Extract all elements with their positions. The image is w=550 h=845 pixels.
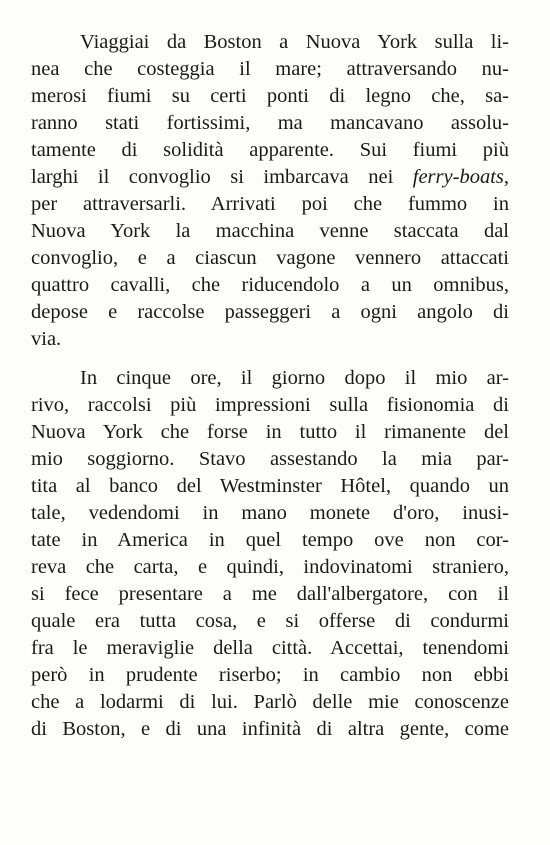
text-line: Nuova York la macchina venne staccata dal <box>31 220 509 242</box>
text-line: Viaggiai da Boston a Nuova York sulla li- <box>80 31 509 53</box>
text-line: rivo, raccolsi più impressioni sulla fisionomia di <box>31 394 509 416</box>
text-line: tale, vedendomi in mano monete d'oro, inusi- <box>31 502 509 524</box>
text-line: quattro cavalli, che riducendolo a un omnibus, <box>31 274 509 296</box>
text-line: però in prudente riserbo; in cambio non ebbi <box>31 664 509 686</box>
text-line: merosi fiumi su certi ponti di legno che, sa- <box>31 85 509 107</box>
text-line: tamente di solidità apparente. Sui fiumi più <box>31 139 509 161</box>
text-line: si fece presentare a me dall'albergatore, con il <box>31 583 509 605</box>
paragraph-1 <box>31 29 509 353</box>
paragraph-gap <box>31 353 509 365</box>
text-segment: , <box>503 166 509 188</box>
text-line: fra le meraviglie della città. Accettai, tenendomi <box>31 637 509 659</box>
text-line: mio soggiorno. Stavo assestando la mia par- <box>31 448 509 470</box>
text-line: quale era tutta cosa, e si offerse di condurmi <box>31 610 509 632</box>
text-line: tate in America in quel tempo ove non cor- <box>31 529 509 551</box>
text-line: per attraversarli. Arrivati poi che fummo in <box>31 193 509 215</box>
text-line: depose e raccolse passeggeri a ogni angolo di <box>31 301 509 323</box>
text-line: via. <box>31 328 62 350</box>
text-line: ranno stati fortissimi, ma mancavano assolu- <box>31 112 509 134</box>
paragraph-2 <box>31 365 509 743</box>
text-line: Nuova York che forse in tutto il rimanente del <box>31 421 509 443</box>
text-line: convoglio, e a ciascun vagone vennero attaccati <box>31 247 509 269</box>
text-line: di Boston, e di una infinità di altra gente, come <box>31 718 509 740</box>
text-line: tita al banco del Westminster Hôtel, quando un <box>31 475 509 497</box>
text-line: nea che costeggia il mare; attraversando nu- <box>31 58 509 80</box>
text-line: reva che carta, e quindi, indovinatomi straniero, <box>31 556 509 578</box>
text-segment: larghi il convoglio si imbarcava nei <box>31 166 413 188</box>
text-line: che a lodarmi di lui. Parlò delle mie conoscenze <box>31 691 509 713</box>
text-line <box>31 164 509 191</box>
text-line: In cinque ore, il giorno dopo il mio ar- <box>80 367 509 389</box>
body-text <box>31 29 509 743</box>
italic-term: ferry-boats <box>412 166 504 188</box>
